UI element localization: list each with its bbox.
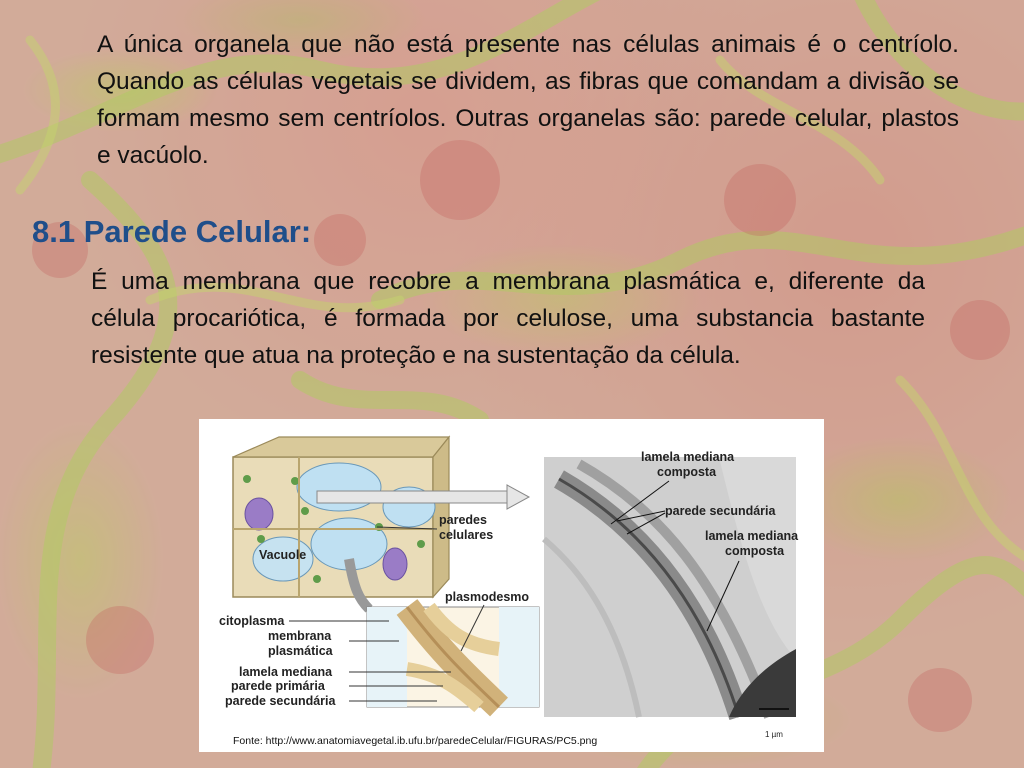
intro-paragraph: A única organela que não está presente nas células animais é o centríolo. Quando as células vegetais se dividem, as fibras que comandam a divisão se formam mesmo sem centríolos. Outras organelas são: parede celular, plastos e vacúolo.	[97, 31, 959, 169]
scale-bar-label: 1 µm	[765, 730, 783, 739]
micrograph-image	[544, 457, 796, 717]
figure-source-caption: Fonte: http://www.anatomiavegetal.ib.ufu.br/paredeCelular/FIGURAS/PC5.png	[233, 735, 598, 747]
parede-primaria-label: parede primária	[231, 679, 325, 693]
plasmodesmo-label: plasmodesmo	[445, 590, 530, 604]
membrana-label-line1: membrana	[268, 629, 332, 643]
paredes-label-line2: celulares	[439, 528, 494, 542]
lamela-composta-top-line2: composta	[657, 465, 717, 479]
citoplasma-label: citoplasma	[219, 614, 285, 628]
description-paragraph: É uma membrana que recobre a membrana plasmática e, diferente da célula procariótica, é formada por celulose, uma substancia bastante resistente que atua na proteção e na sustentação da célula.	[91, 268, 925, 369]
vacuole-label: Vacuole	[259, 548, 307, 562]
cell-wall-diagram	[199, 419, 824, 752]
parede-secundaria-left-label: parede secundária	[225, 694, 336, 708]
paredes-label-line1: paredes	[439, 513, 487, 527]
section-heading: 8.1 Parede Celular:	[32, 214, 312, 249]
lamela-composta-mid-line1: lamela mediana	[705, 529, 799, 543]
plant-cells-illustration	[233, 437, 449, 597]
plasmodesma-zoom	[367, 607, 539, 707]
parede-secundaria-right-label: parede secundária	[665, 504, 776, 518]
membrana-label-line2: plasmática	[268, 644, 333, 658]
cell-wall-figure	[199, 419, 824, 752]
lamela-composta-mid-line2: composta	[725, 544, 785, 558]
lamela-composta-top-line1: lamela mediana	[641, 450, 735, 464]
lamela-mediana-label: lamela mediana	[239, 665, 333, 679]
